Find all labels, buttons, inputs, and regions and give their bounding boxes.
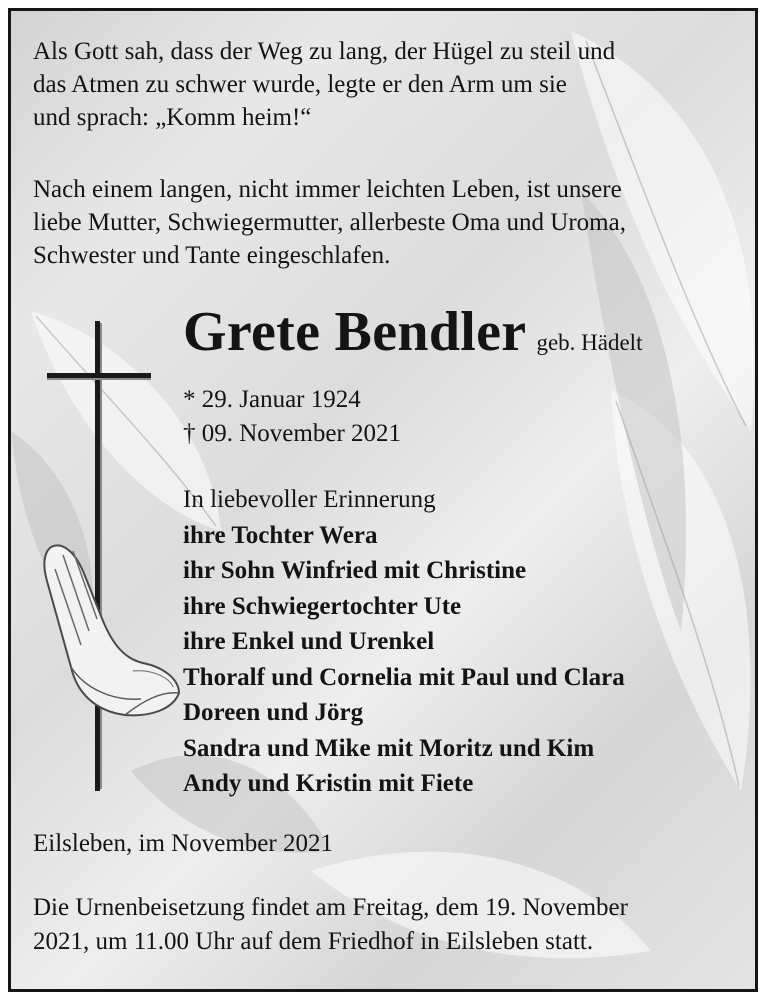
mourner-line: Andy und Kristin mit Fiete bbox=[183, 770, 474, 797]
mourner-line: ihre Enkel und Urenkel bbox=[183, 628, 435, 655]
mourner-line: ihr Sohn Winfried mit Christine bbox=[183, 557, 527, 584]
birth-date: * 29. Januar 1924 bbox=[183, 386, 361, 413]
poem-line: und sprach: „Komm heim!“ bbox=[33, 104, 312, 131]
death-date: † 09. November 2021 bbox=[183, 420, 402, 447]
announcement bbox=[33, 173, 626, 272]
birth-name: geb. Hädelt bbox=[536, 330, 643, 355]
mourner-line: Sandra und Mike mit Moritz und Kim bbox=[183, 734, 595, 762]
praying-hands-icon bbox=[33, 541, 183, 721]
poem bbox=[33, 35, 615, 134]
poem-line: Als Gott sah, dass der Weg zu lang, der Hügel zu steil und bbox=[33, 38, 616, 65]
deceased-name: Grete Bendler bbox=[183, 301, 527, 363]
obituary-card bbox=[8, 8, 758, 992]
mourner-line: Thoralf und Cornelia mit Paul und Clara bbox=[183, 663, 625, 691]
place-date: Eilsleben, im November 2021 bbox=[33, 830, 333, 857]
mourner-line: Doreen und Jörg bbox=[183, 699, 364, 726]
burial-line: 2021, um 11.00 Uhr auf dem Friedhof in Eilsleben statt. bbox=[33, 928, 594, 955]
announcement-line: Schwester und Tante eingeschlafen. bbox=[33, 242, 391, 269]
mourner-line: ihre Tochter Wera bbox=[183, 521, 378, 549]
mourners-list bbox=[183, 482, 625, 802]
mourners-intro: In liebevoller Erinnerung bbox=[183, 486, 436, 513]
mourner-line: ihre Schwiegertochter Ute bbox=[183, 592, 462, 620]
announcement-line: liebe Mutter, Schwiegermutter, allerbeste Oma und Uroma, bbox=[33, 209, 626, 236]
life-dates bbox=[183, 383, 401, 451]
announcement-line: Nach einem langen, nicht immer leichten Leben, ist unsere bbox=[33, 176, 622, 203]
burial-notice bbox=[33, 891, 628, 959]
burial-line: Die Urnenbeisetzung findet am Freitag, dem 19. November bbox=[33, 894, 628, 921]
poem-line: das Atmen zu schwer wurde, legte er den Arm um sie bbox=[33, 71, 567, 98]
deceased-name-row bbox=[183, 299, 642, 365]
